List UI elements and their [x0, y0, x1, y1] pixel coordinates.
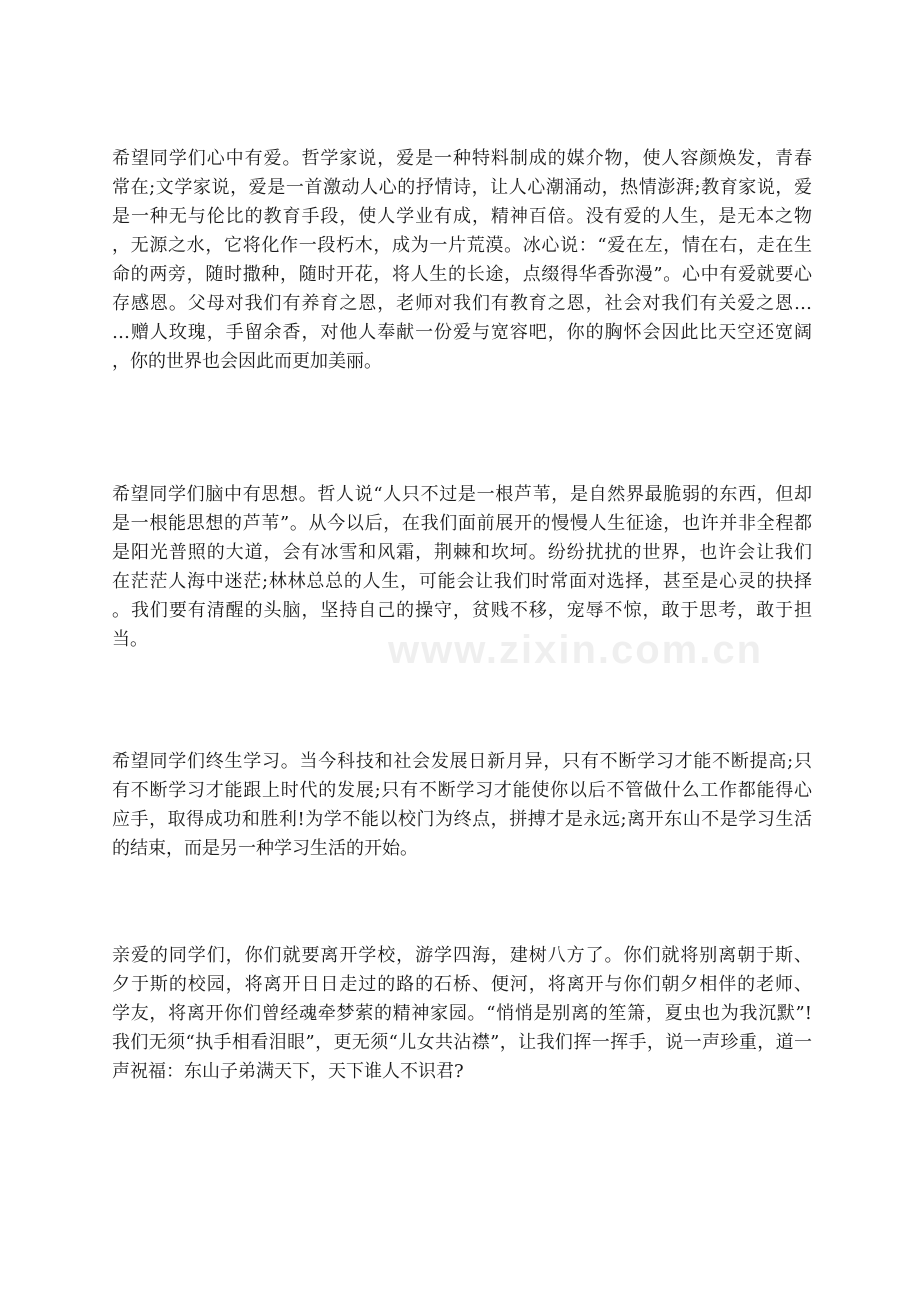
- text-line: 当。: [112, 629, 148, 650]
- text-line: 。我们要有清醒的头脑，坚持自己的操守，贫贱不移，宠辱不惊，敢于思考，敢于担: [112, 600, 812, 621]
- paragraph-love: [112, 144, 812, 376]
- text-line: 我们无须“执手相看泪眼”，更无须“儿女共沾襟”，让我们挥一挥手，说一声珍重，道一: [112, 1032, 812, 1053]
- paragraph-thought: [112, 480, 812, 654]
- text-line: 是一根能思想的芦苇”。从今以后，在我们面前展开的慢慢人生征途，也许并非全程都: [112, 513, 812, 534]
- paragraph-lifelong-learning: [112, 747, 812, 863]
- text-line: 有不断学习才能跟上时代的发展;只有不断学习才能使你以后不管做什么工作都能得心: [112, 780, 812, 801]
- text-line: ，无源之水，它将化作一段朽木，成为一片荒漠。冰心说：“爱在左，情在右，走在生: [112, 235, 812, 256]
- text-line: 命的两旁，随时撒种，随时开花，将人生的长途，点缀得华香弥漫”。心中有爱就要心: [112, 264, 812, 285]
- text-line: 是阳光普照的大道，会有冰雪和风霜，荆棘和坎坷。纷纷扰扰的世界，也许会让我们: [112, 542, 812, 563]
- text-line: 亲爱的同学们，你们就要离开学校，游学四海，建树八方了。你们就将别离朝于斯、: [112, 945, 812, 966]
- paragraph-farewell: [112, 941, 812, 1086]
- text-line: 在茫茫人海中迷茫;林林总总的人生，可能会让我们时常面对选择，甚至是心灵的抉择: [112, 571, 812, 592]
- text-line: 是一种无与伦比的教育手段，使人学业有成，精神百倍。没有爱的人生，是无本之物: [112, 206, 812, 227]
- text-line: 学友，将离开你们曾经魂牵梦萦的精神家园。“悄悄是别离的笙箫，夏虫也为我沉默”!: [112, 1003, 812, 1024]
- text-line: 夕于斯的校园，将离开日日走过的路的石桥、便河，将离开与你们朝夕相伴的老师、: [112, 974, 812, 995]
- text-line: 希望同学们脑中有思想。哲人说“人只不过是一根芦苇，是自然界最脆弱的东西，但却: [112, 484, 812, 505]
- text-line: 的结束，而是另一种学习生活的开始。: [112, 838, 418, 859]
- text-line: 声祝福：东山子弟满天下，天下谁人不识君?: [112, 1061, 464, 1082]
- text-line: …赠人玫瑰，手留余香，对他人奉献一份爱与宽容吧，你的胸怀会因此比天空还宽阔: [112, 322, 812, 343]
- text-line: 存感恩。父母对我们有养育之恩，老师对我们有教育之恩，社会对我们有关爱之恩…: [112, 293, 812, 314]
- text-line: 应手，取得成功和胜利!为学不能以校门为终点，拼搏才是永远;离开东山不是学习生活: [112, 809, 812, 830]
- watermark: www.zixin.com.cn: [388, 628, 764, 672]
- text-line: 常在;文学家说，爱是一首激动人心的抒情诗，让人心潮涌动，热情澎湃;教育家说，爱: [112, 177, 812, 198]
- text-line: ，你的世界也会因此而更加美丽。: [112, 351, 382, 372]
- text-line: 希望同学们心中有爱。哲学家说，爱是一种特料制成的媒介物，使人容颜焕发，青春: [112, 148, 812, 169]
- text-line: 希望同学们终生学习。当今科技和社会发展日新月异，只有不断学习才能不断提高;只: [112, 751, 812, 772]
